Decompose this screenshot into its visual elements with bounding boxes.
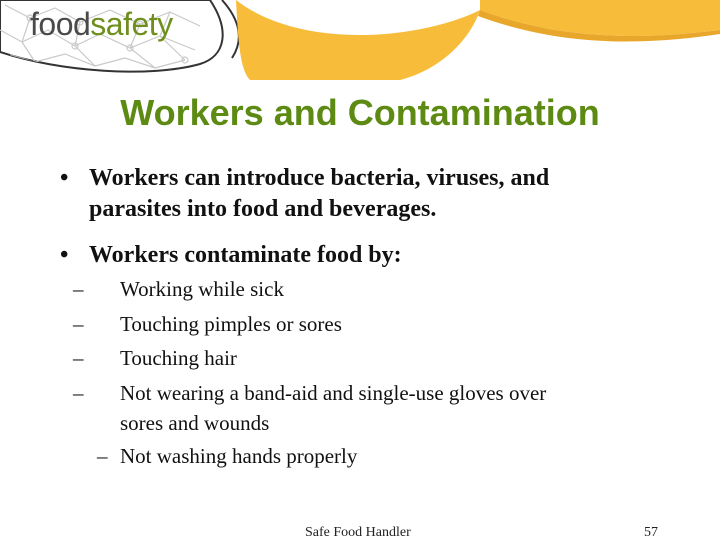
bullet-line: parasites into food and beverages. [89, 196, 437, 222]
bullet-item [60, 240, 660, 271]
sub-bullet-marker: – [73, 312, 84, 336]
slide-title: Workers and Contamination [120, 92, 600, 133]
sub-bullet-text: Not washing hands properly [120, 444, 358, 468]
bullet-marker: • [60, 242, 69, 268]
footer-label: Safe Food Handler [305, 525, 411, 540]
page-number: 57 [644, 525, 658, 540]
bullet-marker: • [60, 165, 69, 191]
sub-bullet-marker: – [73, 346, 84, 370]
logo-banner [0, 0, 720, 80]
sub-bullet-text: Touching hair [120, 346, 237, 370]
bullet-text [89, 240, 659, 271]
sub-bullet-marker: – [73, 381, 84, 405]
sub-bullet-text: Working while sick [120, 277, 284, 301]
sub-bullet-line: Not wearing a band-aid and single-use gloves over [120, 381, 547, 405]
bullet-text [89, 163, 659, 225]
logo-food-text: food [30, 6, 91, 42]
logo [30, 6, 173, 43]
sub-bullet-text [120, 378, 640, 438]
sub-bullet-marker: – [73, 277, 84, 301]
logo-safety-text: safety [90, 6, 173, 42]
bullet-item [60, 163, 660, 225]
sub-bullet-line: sores and wounds [120, 411, 270, 435]
bullet-line: Workers contaminate food by: [89, 242, 402, 268]
sub-bullet-text: Touching pimples or sores [120, 312, 342, 336]
bullet-line: Workers can introduce bacteria, viruses, and [89, 165, 550, 191]
sub-bullet-marker: – [97, 444, 108, 468]
